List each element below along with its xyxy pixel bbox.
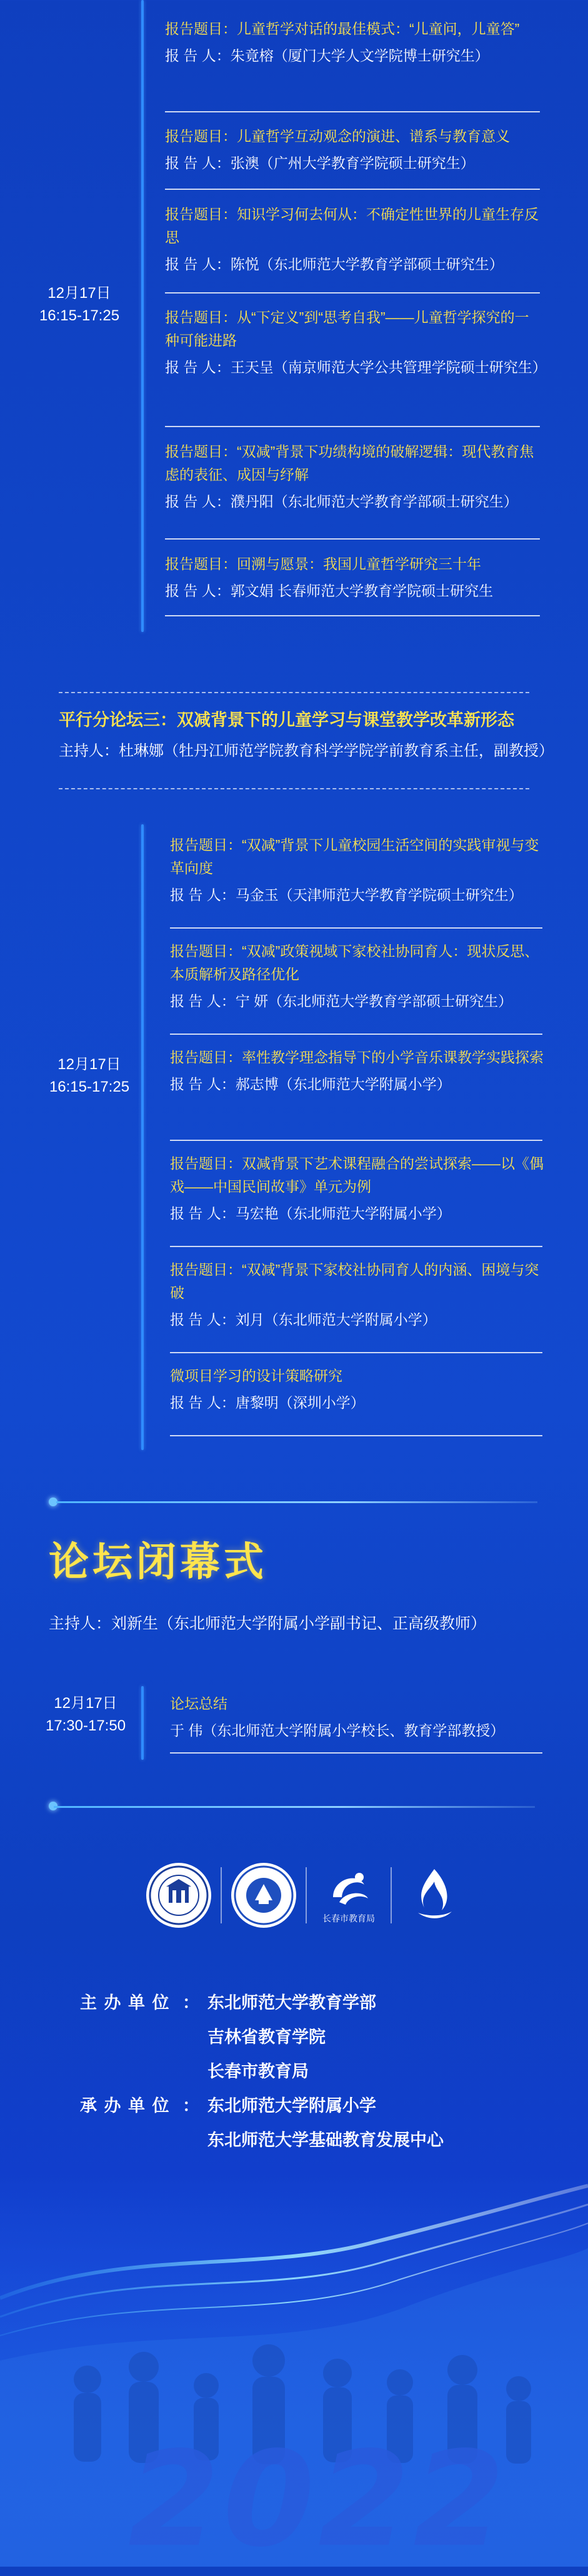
logo-row [144, 1858, 469, 1933]
talk-item [170, 1152, 545, 1225]
separator-line [54, 1806, 535, 1808]
forum-title: 平行分论坛三：双减背景下的儿童学习与课堂教学改革新形态 [59, 711, 514, 729]
timeline-line [141, 0, 144, 632]
talk-divider [165, 292, 540, 294]
host-org: 长春市教育局 [207, 2062, 309, 2081]
session-time [36, 1054, 142, 1098]
talk-speaker: 报 告 人：马宏艳（东北师范大学附属小学） [170, 1205, 451, 1221]
talk-speaker: 报 告 人：马金玉（天津师范大学教育学院硕士研究生） [170, 887, 523, 903]
talk-title: 报告题目：回溯与愿景：我国儿童哲学研究三十年 [165, 556, 481, 572]
host-colon: ： [182, 1993, 199, 2012]
talk-item [165, 203, 540, 276]
undertaker-org: 东北师范大学基础教育发展中心 [207, 2131, 444, 2149]
changchun-education-bureau-logo-icon [314, 1860, 384, 1930]
talk-divider [170, 1435, 542, 1436]
talk-title: 论坛总结 [170, 1695, 227, 1712]
talk-item [165, 125, 540, 175]
talk-item [165, 440, 540, 513]
session-hours: 16:15-17:25 [49, 1078, 130, 1095]
logo-separator [306, 1867, 307, 1923]
flame-logo-icon [399, 1860, 469, 1930]
forum-host: 主持人：杜琳娜（牡丹江师范学院教育科学学院学前教育系主任，副教授） [59, 743, 554, 759]
organizer-host-row [0, 2058, 588, 2080]
talk-speaker: 报 告 人：郭文娟 长春师范大学教育学院硕士研究生 [165, 583, 494, 599]
logo-separator [391, 1867, 392, 1923]
closing-host: 主持人：刘新生（东北师范大学附属小学副书记、正高级教师） [49, 1615, 487, 1632]
talk-item [170, 1364, 545, 1414]
talk-item [165, 306, 547, 379]
talk-divider [170, 1752, 542, 1754]
talk-speaker: 报 告 人：朱竟榕（厦门大学人文学院博士研究生） [165, 47, 489, 64]
talk-title: 报告题目：“双减”背景下功绩构境的破解逻辑：现代教育焦虑的表征、成因与纾解 [165, 443, 534, 483]
talk-title: 报告题目：从“下定义”到“思考自我”——儿童哲学探究的一种可能进路 [165, 309, 529, 348]
talk-title: 报告题目：双减背景下艺术课程融合的尝试探索——以《偶戏——中国民间故事》单元为例 [170, 1155, 544, 1195]
undertaker-colon: ： [182, 2096, 199, 2115]
session-date: 12月17日 [47, 285, 111, 302]
talk-title: 报告题目：知识学习何去何从：不确定性世界的儿童生存反思 [165, 206, 539, 245]
talk-divider [165, 189, 540, 190]
session-time [26, 282, 132, 327]
timeline-line [141, 1686, 144, 1760]
dashed-divider [59, 788, 529, 789]
session-hours: 16:15-17:25 [39, 307, 120, 324]
talk-title: 报告题目：“双减”背景下家校社协同育人的内涵、困境与突破 [170, 1261, 539, 1301]
talk-divider [165, 426, 540, 427]
talk-speaker: 报 告 人：王天呈（南京师范大学公共管理学院硕士研究生） [165, 359, 547, 375]
talk-speaker: 报 告 人：郝志博（东北师范大学附属小学） [170, 1076, 451, 1092]
talk-speaker: 报 告 人：濮丹阳（东北师范大学教育学部硕士研究生） [165, 493, 518, 510]
talk-divider [170, 1140, 542, 1141]
talk-item [170, 1258, 545, 1331]
host-label: 主 办 单 位 [80, 1993, 171, 2012]
session-time [32, 1692, 139, 1737]
talk-item [165, 17, 540, 67]
talk-item [170, 940, 545, 1013]
talk-divider [165, 111, 540, 112]
organizer-undertaker-row [0, 2092, 588, 2115]
talk-title: 微项目学习的设计策略研究 [170, 1368, 342, 1384]
talk-title: 报告题目：儿童哲学对话的最佳模式：“儿童问，儿童答” [165, 21, 520, 37]
talk-speaker: 报 告 人：刘月（东北师范大学附属小学） [170, 1311, 437, 1328]
organizer-host-row [0, 2023, 588, 2046]
talk-divider [165, 615, 540, 616]
organizer-host-row [0, 1989, 588, 2011]
talk-divider [165, 538, 540, 540]
talk-speaker: 报 告 人：唐黎明（深圳小学） [170, 1394, 365, 1411]
undertaker-label: 承 办 单 位 [80, 2096, 171, 2115]
session-date: 12月17日 [54, 1695, 117, 1712]
logo-caption: 长春市教育局 [322, 1913, 375, 1923]
closing-title: 论坛闭幕式 [49, 1539, 267, 1586]
logo-separator [221, 1867, 222, 1923]
talk-item [170, 834, 545, 907]
session-date: 12月17日 [57, 1056, 121, 1073]
talk-speaker: 报 告 人：宁 妍（东北师范大学教育学部硕士研究生） [170, 993, 513, 1009]
talk-title: 报告题目：“双减”政策视域下家校社协同育人：现状反思、本质解析及路径优化 [170, 943, 539, 982]
talk-speaker: 报 告 人：陈悦（东北师范大学教育学部硕士研究生） [165, 256, 504, 272]
timeline-line [141, 824, 144, 1450]
talk-item [170, 1046, 545, 1096]
talk-item [170, 1692, 545, 1742]
institute-seal-icon [229, 1860, 299, 1930]
undertaker-org: 东北师范大学附属小学 [207, 2096, 376, 2115]
host-org: 东北师范大学教育学部 [207, 1993, 376, 2012]
talk-title: 报告题目：儿童哲学互动观念的演进、谱系与教育意义 [165, 128, 510, 144]
dashed-divider [59, 692, 529, 693]
organizer-undertaker-row [0, 2126, 588, 2149]
talk-title: 报告题目：“双减”背景下儿童校园生活空间的实践审视与变革向度 [170, 837, 539, 876]
university-seal-icon [144, 1860, 214, 1930]
talk-speaker: 于 伟（东北师范大学附属小学校长、教育学部教授） [170, 1722, 505, 1739]
talk-title: 报告题目：率性教学理念指导下的小学音乐课教学实践探索 [170, 1049, 544, 1065]
talk-speaker: 报 告 人：张澳（广州大学教育学院硕士研究生） [165, 155, 475, 171]
separator-line [56, 1501, 537, 1503]
talk-divider [170, 1034, 542, 1035]
host-org: 吉林省教育学院 [207, 2028, 326, 2046]
year-watermark: 2022 [128, 2423, 509, 2576]
talk-item [165, 553, 540, 603]
session-hours: 17:30-17:50 [45, 1717, 126, 1734]
talk-divider [170, 927, 542, 929]
talk-divider [170, 1246, 542, 1247]
talk-divider [170, 1352, 542, 1353]
